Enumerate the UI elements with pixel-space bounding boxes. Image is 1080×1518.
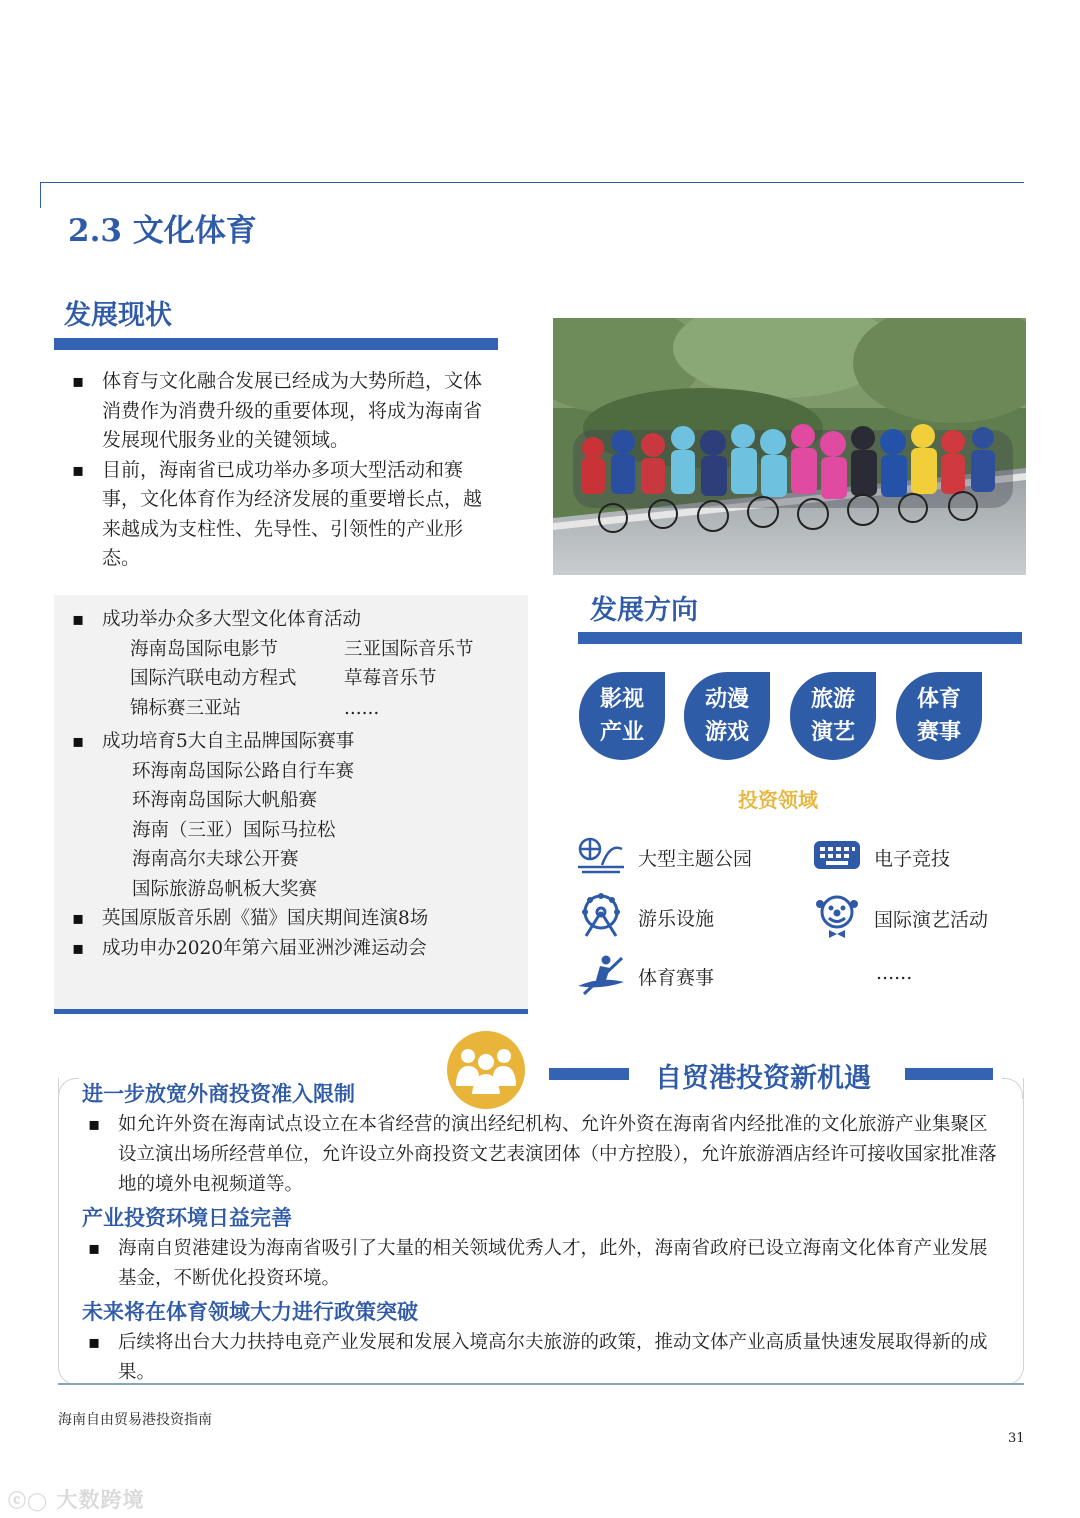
achievement-item: ▪ 成功申办2020年第六届亚洲沙滩运动会 — [66, 934, 526, 964]
pill-film-industry — [579, 672, 665, 760]
watermark — [8, 1484, 144, 1514]
invest-item-performance — [812, 892, 988, 945]
cycling-race-photo — [553, 318, 1026, 575]
brand-event: 环海南岛国际公路自行车赛 — [132, 760, 355, 782]
keyboard-icon — [812, 835, 862, 880]
theme-park-icon — [576, 835, 626, 880]
status-bullet: ▪ 目前，海南省已成功举办多项大型活动和赛事，文化体育作为经济发展的重要增长点，越来越成为支柱性、先导性、引领性的产业形态。 — [66, 456, 496, 574]
invest-item-esports — [812, 835, 950, 880]
brand-event-list — [66, 757, 526, 905]
direction-heading-bar — [578, 632, 1022, 644]
invest-item-more — [876, 962, 912, 984]
event-item: 国际汽联电动方程式 — [130, 668, 297, 689]
opportunity-list — [82, 1234, 1002, 1294]
invest-label: 游乐设施 — [638, 908, 715, 930]
opportunity-heading: 未来将在体育领域大力进行政策突破 — [82, 1299, 418, 1324]
pill-line: 体育 — [916, 686, 961, 712]
opportunity-heading: 产业投资环境日益完善 — [82, 1205, 292, 1230]
opportunity-text: ▪ 海南自贸港建设为海南省吸引了大量的相关领域优秀人才，此外，海南省政府已设立海南文化体育产业发展基金，不断优化投资环境。 — [82, 1234, 1002, 1294]
footer-title: 海南自由贸易港投资指南 — [58, 1412, 212, 1428]
opportunity-content — [82, 1078, 1002, 1388]
achievements-list — [66, 904, 526, 963]
pill-tourism-performance — [790, 672, 876, 760]
clown-icon — [812, 892, 862, 945]
opportunity-text: ▪ 后续将出台大力扶持电竞产业发展和发展入境高尔夫旅游的政策，推动文体产业高质量快速发展取得新的成果。 — [82, 1328, 1002, 1388]
invest-label: 大型主题公园 — [638, 848, 753, 870]
event-item: 海南岛国际电影节 — [130, 638, 279, 660]
pill-line: 产业 — [599, 719, 644, 745]
achievement-item: ▪ 成功培育5大自主品牌国际赛事 — [66, 727, 526, 757]
pill-animation-games — [684, 672, 770, 760]
opportunity-list — [82, 1328, 1002, 1388]
invest-item-rides — [576, 892, 714, 943]
invest-label: ...... — [876, 962, 913, 984]
pill-line: 动漫 — [704, 686, 749, 712]
page-number: 31 — [1008, 1431, 1025, 1446]
ferris-wheel-icon — [576, 892, 626, 943]
invest-item-theme-park — [576, 835, 752, 880]
brand-event: 国际旅游岛帆板大奖赛 — [132, 878, 318, 900]
header-rule-tick — [40, 182, 41, 208]
pill-sports-events — [896, 672, 982, 760]
status-list — [66, 367, 496, 574]
brand-event: 海南高尔夫球公开赛 — [132, 849, 299, 870]
brand-event: 海南（三亚）国际马拉松 — [132, 819, 336, 841]
invest-title: 投资领域 — [738, 788, 818, 812]
section-title: 2.3 文化体育 — [68, 213, 257, 249]
watermark-text: 大数跨境 — [56, 1488, 145, 1512]
pill-line: 影视 — [599, 686, 644, 712]
achievements-panel-bottom-bar — [54, 1009, 528, 1014]
status-heading-bar — [54, 338, 498, 350]
status-heading: 发展现状 — [64, 300, 172, 331]
event-item: ...... — [344, 697, 380, 719]
pill-line: 演艺 — [810, 719, 855, 745]
invest-item-sports — [576, 952, 714, 1001]
kayak-icon — [576, 952, 626, 1001]
invest-label: 电子竞技 — [874, 848, 951, 870]
achievement-item: ▪ 成功举办众多大型文化体育活动 — [66, 605, 526, 635]
invest-label: 体育赛事 — [638, 967, 715, 989]
opportunity-text: ▪ 如允许外资在海南试点设立在本省经营的演出经纪机构、允许外资在海南省内经批准的文化旅游产业集聚区设立演出场所经营单位，允许设立外商投资文艺表演团体（中方控股），允许旅游酒店经许可接收国家批准落地的境外电视频道等。 — [82, 1110, 1002, 1200]
opportunity-banner: 自贸港投资新机遇 — [655, 1063, 871, 1094]
opportunity-list — [82, 1110, 1002, 1200]
event-item: 锦标赛三亚站 — [130, 697, 242, 719]
achievement-item: ▪ 英国原版音乐剧《猫》国庆期间连演8场 — [66, 904, 526, 934]
watermark-logo-icon: ⓒ◯ — [8, 1491, 49, 1512]
header-rule — [40, 182, 1024, 183]
event-item: 三亚国际音乐节 — [344, 638, 474, 660]
achievements-content — [66, 605, 526, 963]
brand-event: 环海南岛国际大帆船赛 — [132, 790, 318, 811]
event-grid — [66, 635, 526, 724]
achievements-list — [66, 605, 526, 635]
status-bullet: ▪ 体育与文化融合发展已经成为大势所趋，文体消费作为消费升级的重要体现，将成为海南省发展现代服务业的关键领域。 — [66, 367, 496, 456]
pill-line: 赛事 — [916, 719, 961, 745]
invest-label: 国际演艺活动 — [874, 909, 989, 931]
event-item: 草莓音乐节 — [344, 668, 437, 689]
pill-line: 旅游 — [810, 686, 855, 712]
direction-heading: 发展方向 — [590, 595, 698, 626]
opportunity-heading: 进一步放宽外商投资准入限制 — [82, 1081, 355, 1106]
pill-line: 游戏 — [704, 719, 749, 745]
achievements-list — [66, 727, 526, 757]
